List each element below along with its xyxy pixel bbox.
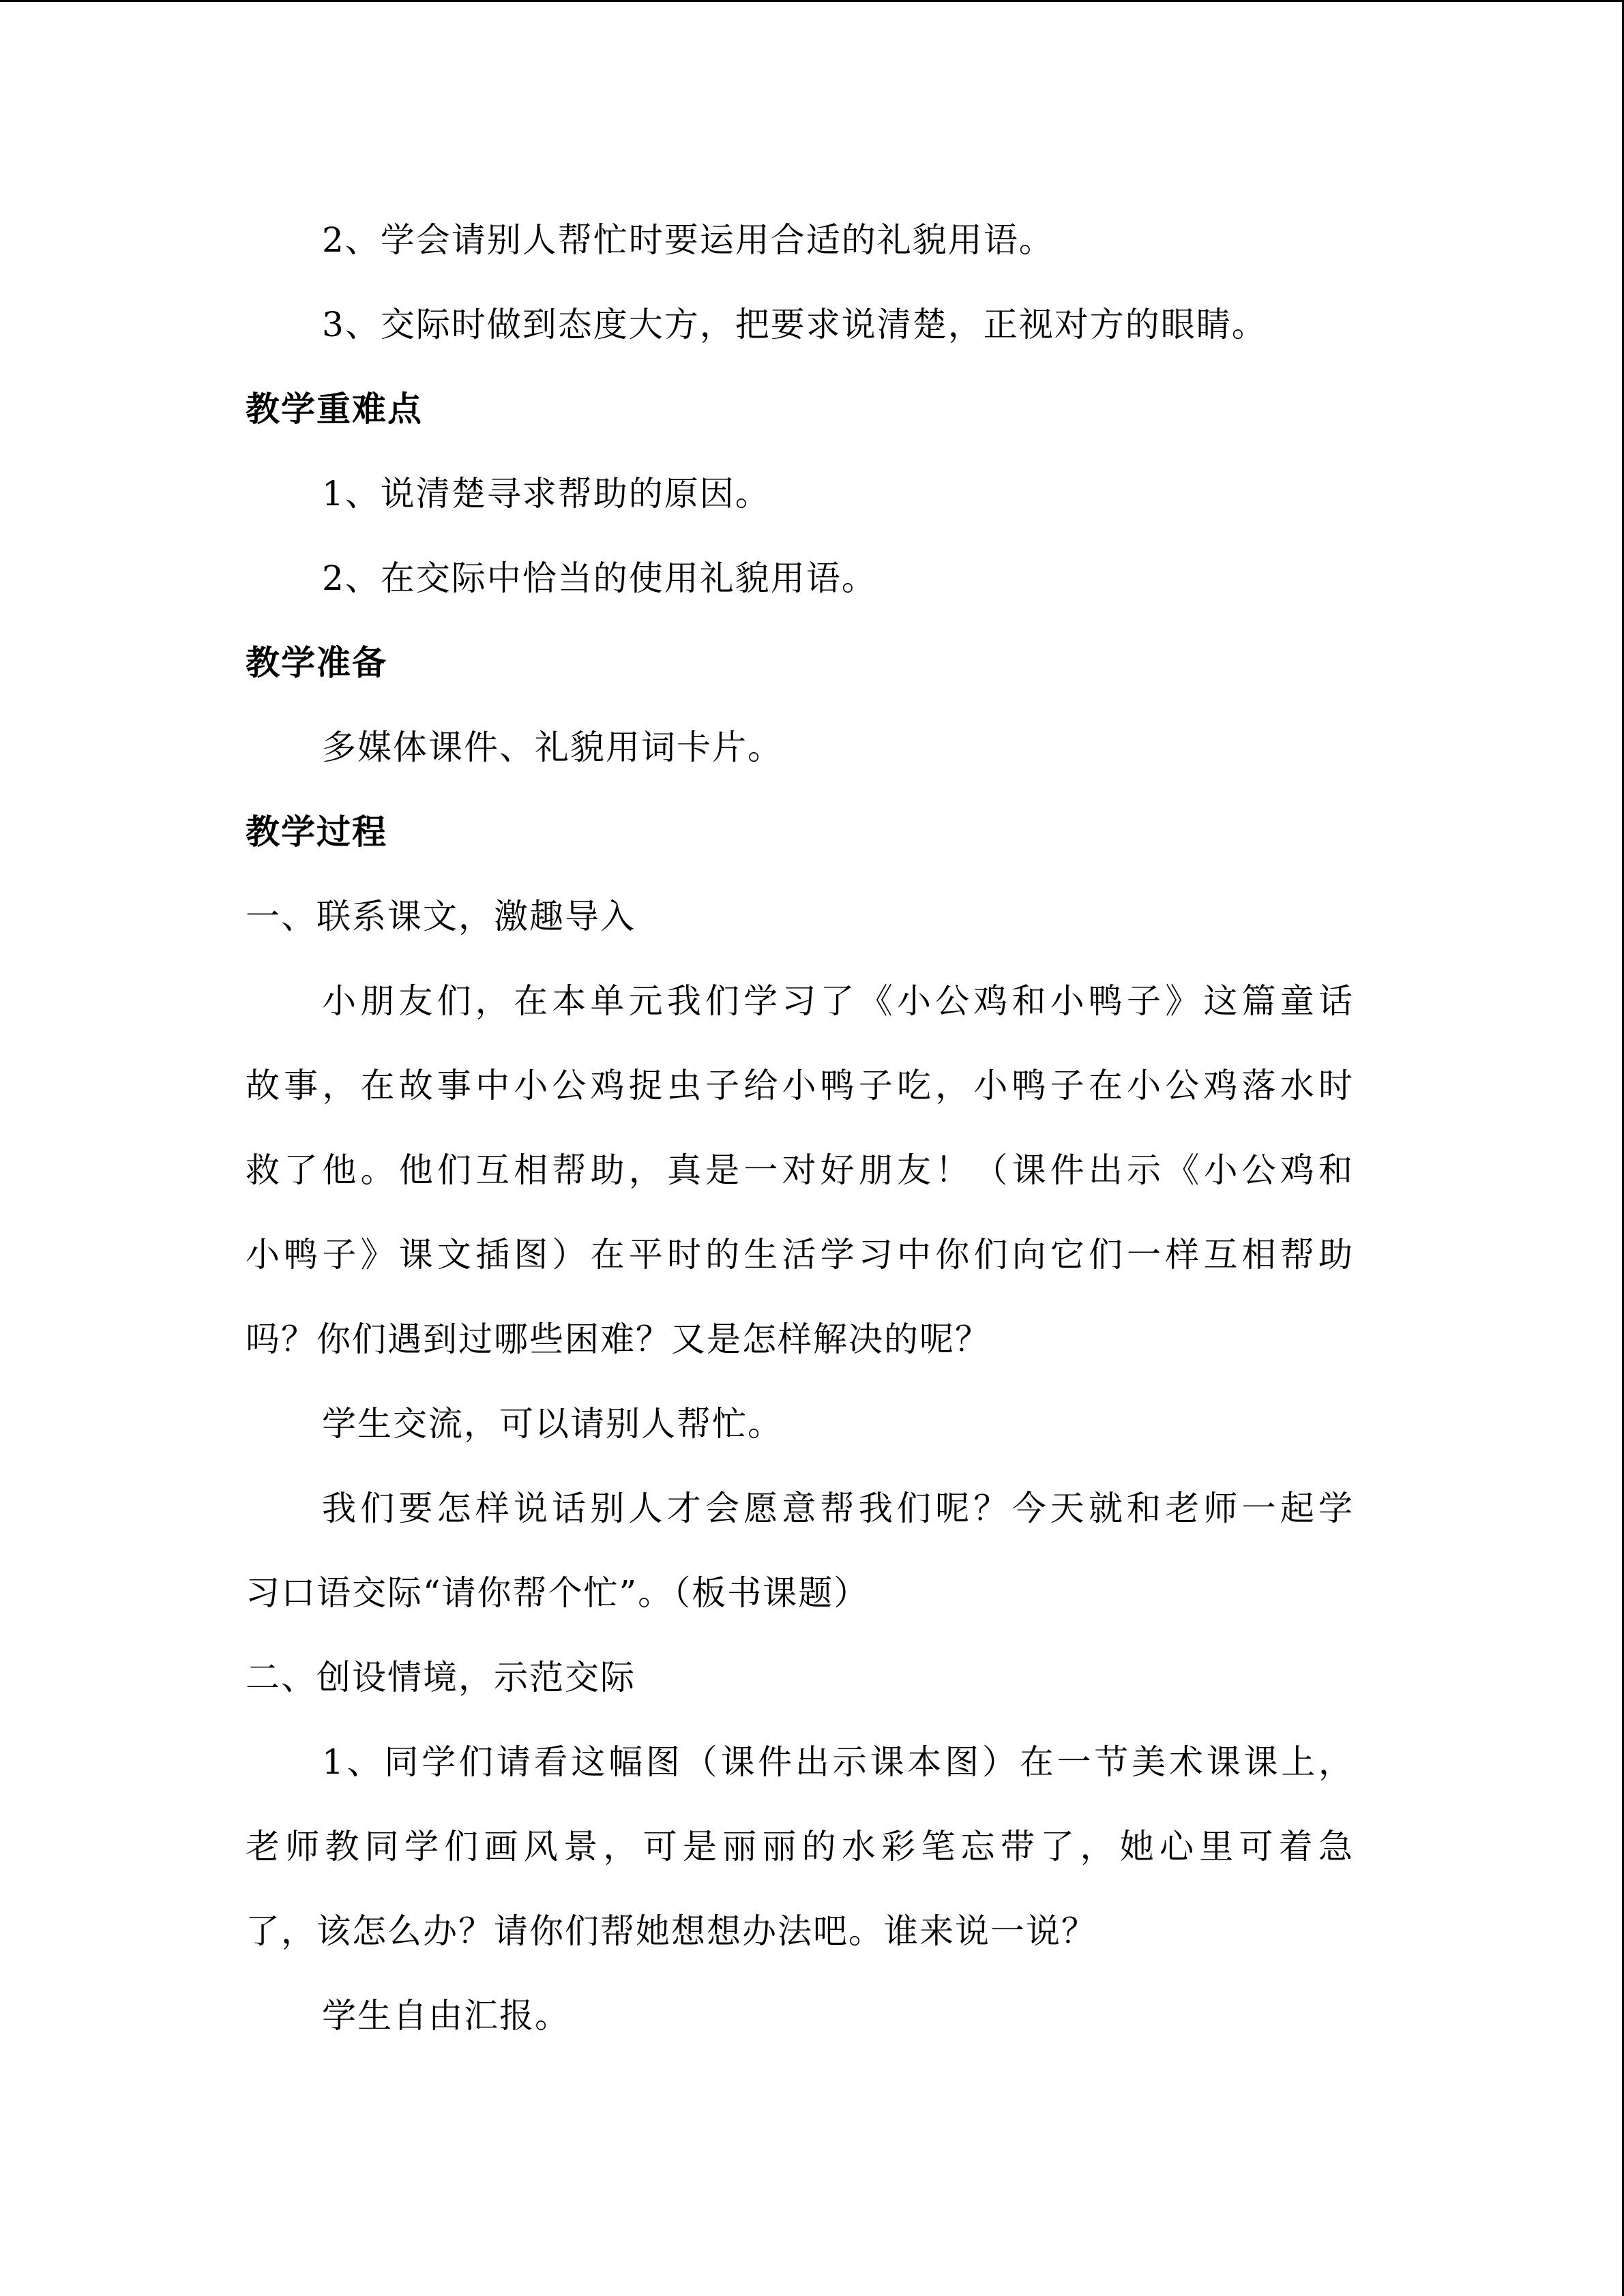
paragraph-intro-line-4: 小鸭子》课文插图）在平时的生活学习中你们向它们一样互相帮助 (246, 1235, 1354, 1274)
paragraph-scene-line-1: 1、同学们请看这幅图（课件出示课本图）在一节美术课课上， (322, 1742, 1354, 1782)
heading-key-points: 教学重难点 (246, 389, 423, 429)
paragraph-scene-line-3: 了，该怎么办？请你们帮她想想办法吧。谁来说一说？ (246, 1911, 1097, 1951)
paragraph-intro-line-3: 救了他。他们互相帮助，真是一对好朋友！（课件出示《小公鸡和 (246, 1150, 1354, 1190)
section-1-title: 一、联系课文，激趣导入 (246, 897, 636, 936)
top-border (0, 0, 1624, 2)
paragraph-intro-line-1: 小朋友们，在本单元我们学习了《小公鸡和小鸭子》这篇童话 (322, 981, 1354, 1021)
objective-2: 2、学会请别人帮忙时要运用合适的礼貌用语。 (322, 220, 1054, 260)
paragraph-topic-line-1: 我们要怎样说话别人才会愿意帮我们呢？今天就和老师一起学 (322, 1489, 1354, 1528)
paragraph-topic-line-2: 习口语交际“请你帮个忙”。（板书课题） (246, 1573, 870, 1613)
paragraph-scene-line-2: 老师教同学们画风景，可是丽丽的水彩笔忘带了，她心里可着急 (246, 1827, 1354, 1866)
objective-3: 3、交际时做到态度大方，把要求说清楚，正视对方的眼睛。 (322, 305, 1267, 344)
preparation-text: 多媒体课件、礼貌用词卡片。 (322, 728, 783, 767)
paragraph-intro-line-5: 吗？你们遇到过哪些困难？又是怎样解决的呢？ (246, 1320, 990, 1359)
document-page (246, 198, 1354, 2058)
section-2-title: 二、创设情境，示范交际 (246, 1658, 636, 1697)
paragraph-intro-line-2: 故事，在故事中小公鸡捉虫子给小鸭子吃，小鸭子在小公鸡落水时 (246, 1066, 1354, 1105)
student-exchange: 学生交流，可以请别人帮忙。 (322, 1404, 783, 1444)
key-point-2: 2、在交际中恰当的使用礼貌用语。 (322, 558, 877, 598)
student-report: 学生自由汇报。 (322, 1996, 570, 2036)
key-point-1: 1、说清楚寻求帮助的原因。 (322, 474, 771, 513)
heading-process: 教学过程 (246, 812, 387, 852)
heading-preparation: 教学准备 (246, 643, 387, 683)
